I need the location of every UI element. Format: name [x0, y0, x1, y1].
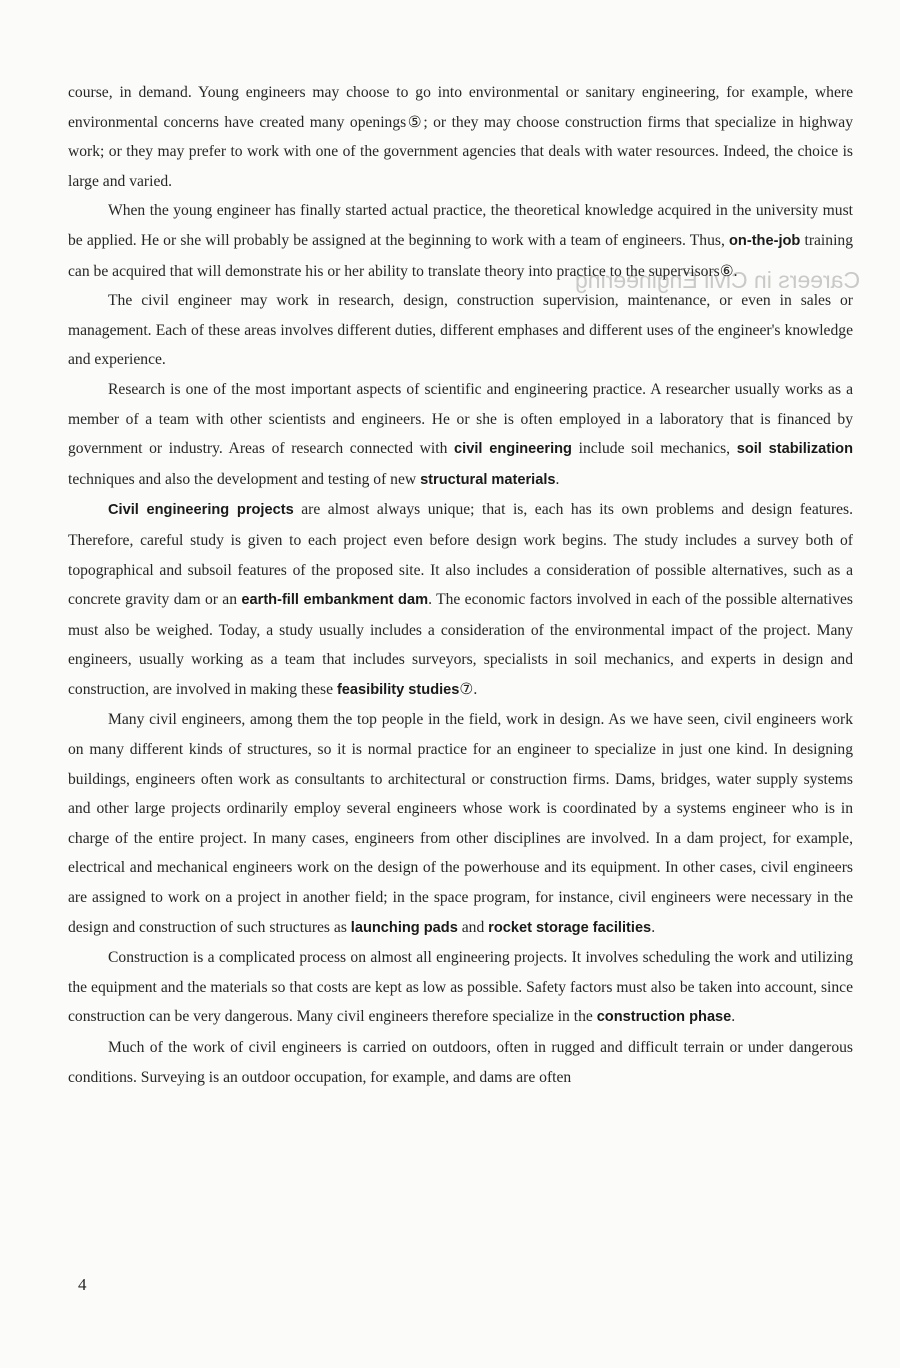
paragraph-text: .	[731, 1008, 736, 1026]
paragraph-text: course, in demand. Young engineers may choose to go into environmental or sanitary engineering, for example, where environmental concerns have created many openings⑤; or they may choose construction firms that specialize in highway work; or they may prefer to work with one of the government agencies that deals with water resources. Indeed, the choice is large and varied.	[68, 84, 853, 190]
paragraph-text: training can be acquired that will demonstrate his or her ability to translate theory into practice to the supervisors⑥.	[68, 231, 853, 280]
paragraph	[68, 78, 853, 196]
paragraph	[68, 1033, 853, 1092]
paragraph-text: The civil engineer may work in research, design, construction supervision, maintenance, or even in sales or management. Each of these areas involves different duties, different emphases and different uses of the engineer's knowledge and experience.	[68, 292, 853, 369]
paragraph-text: include soil mechanics,	[571, 440, 737, 458]
page-number: 4	[78, 1275, 87, 1294]
paragraph-text: are almost always unique; that is, each has its own problems and design features. Therefore, careful study is given to each project even before design work begins. The study includes a survey both of topographical and subsoil features of the proposed site. It also includes a consideration of possible alternatives, such as a concrete gravity dam or an	[68, 501, 853, 609]
paragraph-text: . The economic factors involved in each of the possible alternatives must also be weighed. Today, a study usually includes a consideration of the environmental impact of the project. Many engineers, usually working as a team that includes surveyors, specialists in soil mechanics, and experts in design and construction, are involved in making these	[68, 591, 854, 698]
paragraph-text: Research is one of the most important aspects of scientific and engineering practice. A researcher usually works as a member of a team with other scientists and engineers. He or she is often employed in a laboratory that is financed by government or industry. Areas of research connected with	[68, 380, 853, 458]
key-term: structural materials	[420, 471, 556, 488]
key-term: feasibility studies	[336, 681, 460, 698]
paragraph-text: .	[651, 918, 656, 936]
body-text	[68, 78, 853, 1092]
key-term: earth-fill embankment dam	[241, 592, 429, 609]
key-term: construction phase	[596, 1009, 732, 1026]
paragraph-text: Many civil engineers, among them the top people in the field, work in design. As we have seen, civil engineers work on many different kinds of structures, so it is normal practice for an engineer to specialize in just one kind. In designing buildings, engineers often work as consultants to architectural or construction firms. Dams, bridges, water supply systems and other large projects ordinarily employ several engineers whose work is coordinated by a systems engineer who is in charge of the entire project. In many cases, engineers from other disciplines are involved. In a dam project, for example, electrical and mechanical engineers work on the design of the powerhouse and its equipment. In other cases, civil engineers are assigned to work on a project in another field; in the space program, for instance, civil engineers were necessary in the design and construction of such structures as	[68, 711, 853, 936]
key-term: Civil engineering projects	[108, 502, 294, 519]
paragraph-text: techniques and also the development and testing of new	[68, 470, 421, 488]
paragraph-text: .	[555, 470, 560, 488]
paragraph-text: and	[457, 918, 489, 936]
paragraph	[68, 943, 853, 1033]
key-term: civil engineering	[454, 441, 572, 458]
key-term: soil stabilization	[736, 441, 853, 458]
paragraph	[68, 495, 853, 705]
bleed-through-heading: Careers in Civil Engineering	[575, 267, 861, 293]
paragraph-text: Much of the work of civil engineers is carried on outdoors, often in rugged and difficult terrain or under dangerous conditions. Surveying is an outdoor occupation, for example, and dams are often	[68, 1039, 853, 1086]
paragraph-text: When the young engineer has finally started actual practice, the theoretical knowledge acquired in the university must be applied. He or she will probably be assigned at the beginning to work with a team of engineers. Thus,	[68, 202, 853, 249]
key-term: rocket storage facilities	[488, 919, 652, 936]
paragraph	[68, 375, 853, 495]
key-term: launching pads	[350, 919, 458, 936]
paragraph	[68, 705, 853, 943]
paragraph-text: Construction is a complicated process on almost all engineering projects. It involves scheduling the work and utilizing the equipment and the materials so that costs are kept as low as possible. Safety factors must also be taken into account, since construction can be very dangerous. Many civil engineers therefore specialize in the	[68, 949, 853, 1026]
key-term: on-the-job	[729, 232, 801, 249]
paragraph-text: ⑦.	[459, 680, 478, 698]
paragraph	[68, 196, 853, 286]
paragraph	[68, 286, 853, 375]
